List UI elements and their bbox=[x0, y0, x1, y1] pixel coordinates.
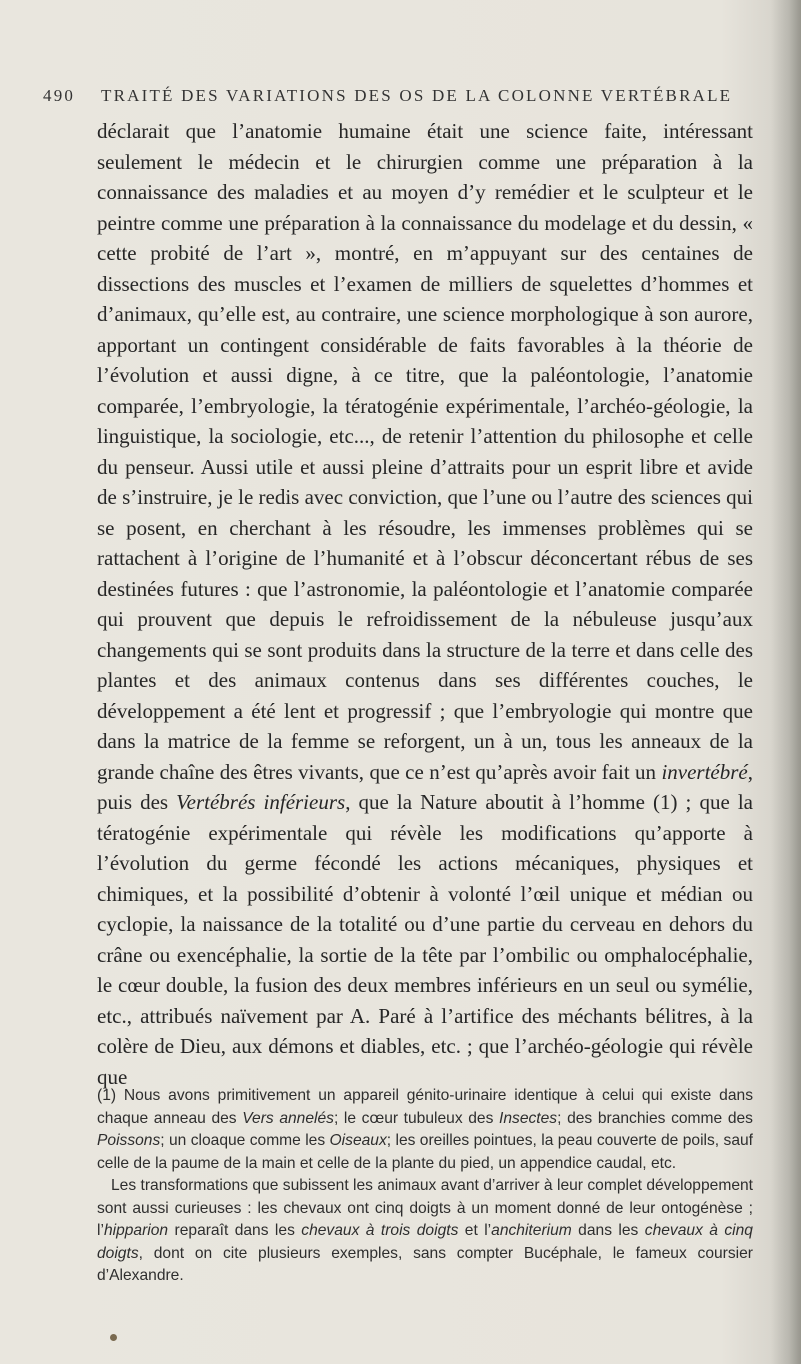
italic-term: Insectes bbox=[499, 1109, 558, 1127]
text-run: ; les oreilles pointues, la peau couverte de poils, sauf celle de la paume de la main et celle de la plante du pied, un appendice caudal, etc. bbox=[97, 1132, 753, 1172]
italic-term: invertébré bbox=[661, 759, 748, 784]
footnotes bbox=[97, 1085, 753, 1288]
running-title: TRAITÉ DES VARIATIONS DES OS DE LA COLONNE VERTÉBRALE bbox=[101, 86, 733, 105]
footnote-continuation bbox=[97, 1175, 753, 1288]
text-run: déclarait que l’anatomie humaine était une science faite, intéressant seulement le médecin et le chirurgien comme une préparation à la connaissance des maladies et au moyen d’y remédier et le sculpteur et le peintre comme une préparation à la connaissance du modelage et du dessin, « cette probité de l’art », montré, en m’appuyant sur des centaines de dissections des muscles et l’examen de milliers de squelettes d’hommes et d’animaux, qu’elle est, au contraire, une science morphologique à son aurore, apportant un contingent considérable de faits favorables à la théorie de l’évolution et aussi digne, à ce titre, que la paléontologie, l’anatomie comparée, l’embryologie, la tératogénie expérimentale, l’archéo-géologie, la linguistique, la sociologie, etc..., de retenir l’attention du philosophe et celle du penseur. Aussi utile et aussi pleine d’attraits pour un esprit libre et avide de s’instruire, je le redis avec conviction, que l’une ou l’autre des sciences qui se posent, en cherchant à les résoudre, les immenses problèmes qui se rattachent à l’origine de l’humanité et à l’obscur déconcertant rébus de ses destinées futures : que l’astronomie, la paléontologie et l’anatomie comparée qui prouvent que depuis le refroidissement de la nébuleuse jusqu’aux changements qui se sont produits dans la structure de la terre et dans celle des plantes et des animaux contenus dans ses différentes couches, le développement a été lent et progressif ; que l’embryologie qui montre que dans la matrice de la femme se reforgent, un à un, tous les anneaux de la grande chaîne des êtres vivants, que ce n’est qu’après avoir fait un bbox=[97, 119, 754, 784]
ink-spot bbox=[110, 1334, 117, 1341]
text-run: dans les bbox=[571, 1222, 645, 1239]
text-run: , puis des bbox=[97, 759, 753, 814]
text-run: reparaît dans les bbox=[168, 1222, 302, 1239]
text-run: Les transformations que subissent les animaux avant d’arriver à leur complet développement sont aussi curieuses : les chevaux ont cinq doigts à un moment donné de leur ontogénèse ; l’ bbox=[97, 1177, 753, 1239]
text-run: ; des branchies comme des bbox=[557, 1109, 753, 1127]
main-text bbox=[97, 116, 753, 1092]
text-run: et l’ bbox=[458, 1222, 492, 1239]
italic-term: Poissons bbox=[97, 1132, 161, 1149]
italic-term: chevaux à cinq doigts bbox=[97, 1222, 753, 1262]
footnote-1 bbox=[97, 1085, 753, 1175]
running-header bbox=[43, 86, 753, 116]
italic-term: anchiterium bbox=[491, 1222, 572, 1239]
paragraph bbox=[97, 116, 753, 1092]
italic-term: Vertébrés inférieurs bbox=[176, 790, 346, 814]
text-run: (1) Nous avons primitivement un appareil génito-urinaire identique à celui qui existe dans chaque anneau des bbox=[97, 1087, 753, 1127]
italic-term: Vers annelés bbox=[242, 1109, 334, 1127]
text-run: ; le cœur tubuleux des bbox=[333, 1109, 500, 1127]
text-run: ; un cloaque comme les bbox=[160, 1132, 330, 1149]
italic-term: hipparion bbox=[103, 1222, 169, 1239]
italic-term: chevaux à trois doigts bbox=[301, 1222, 459, 1239]
italic-term: Oiseaux bbox=[329, 1132, 387, 1149]
page-edge-shadow bbox=[771, 0, 801, 1364]
page-number: 490 bbox=[43, 86, 76, 105]
text-run: , dont on cite plusieurs exemples, sans compter Bucéphale, le fameux coursier d’Alexandre. bbox=[97, 1244, 753, 1284]
text-run: , que la Nature aboutit à l’homme (1) ; que la tératogénie expérimentale qui révèle les modifications qu’apporte à l’évolution du germe fécondé les actions mécaniques, physiques et chimiques, et la possibilité d’obtenir à volonté l’œil unique et médian ou cyclopie, la naissance de la totalité ou d’une partie du cerveau en dehors du crâne ou exencéphalie, la sortie de la tête par l’ombilic ou omphalocéphalie, le cœur double, la fusion des deux membres inférieurs en un seul ou symélie, etc., attribués naïvement par A. Paré à l’artifice des méchants bélitres, à la colère de Dieu, aux démons et diables, etc. ; que l’archéo-géologie qui révèle que bbox=[97, 790, 753, 1089]
